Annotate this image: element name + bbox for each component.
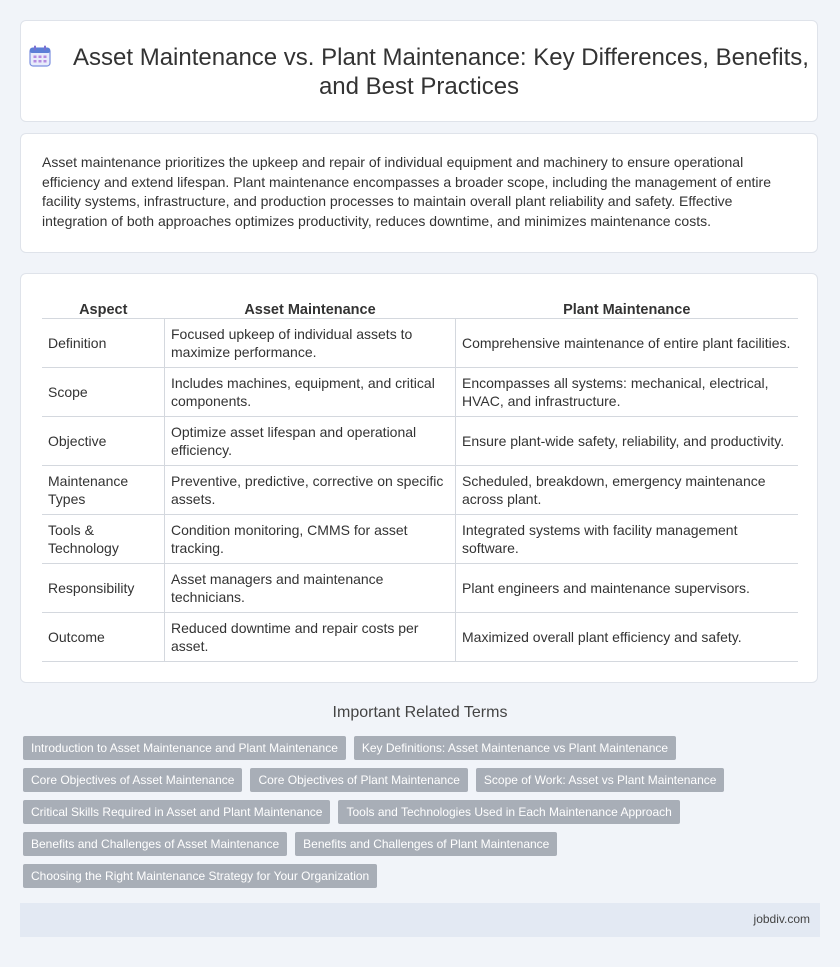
comparison-card — [20, 273, 818, 683]
asset-cell: Reduced downtime and repair costs per asset. — [165, 613, 456, 662]
related-term-link[interactable]: Tools and Technologies Used in Each Maintenance Approach — [338, 800, 679, 824]
plant-cell: Scheduled, breakdown, emergency maintenance across plant. — [456, 466, 799, 515]
comparison-table — [42, 296, 798, 662]
related-term-link[interactable]: Critical Skills Required in Asset and Plant Maintenance — [23, 800, 330, 824]
aspect-cell: Outcome — [42, 613, 165, 662]
column-header: Asset Maintenance — [165, 296, 456, 319]
related-terms-list — [23, 736, 813, 896]
aspect-cell: Objective — [42, 417, 165, 466]
related-term-link[interactable]: Choosing the Right Maintenance Strategy for Your Organization — [23, 864, 377, 888]
tag-row — [23, 832, 813, 856]
related-term-link[interactable]: Benefits and Challenges of Plant Maintenance — [295, 832, 557, 856]
aspect-cell: Definition — [42, 319, 165, 368]
asset-cell: Optimize asset lifespan and operational efficiency. — [165, 417, 456, 466]
plant-cell: Encompasses all systems: mechanical, electrical, HVAC, and infrastructure. — [456, 368, 799, 417]
related-term-link[interactable]: Benefits and Challenges of Asset Maintenance — [23, 832, 287, 856]
asset-cell: Focused upkeep of individual assets to maximize performance. — [165, 319, 456, 368]
aspect-cell: Maintenance Types — [42, 466, 165, 515]
related-terms-heading: Important Related Terms — [332, 704, 508, 721]
intro-card — [20, 133, 818, 253]
table-row — [42, 319, 798, 368]
plant-cell: Maximized overall plant efficiency and safety. — [456, 613, 799, 662]
aspect-cell: Responsibility — [42, 564, 165, 613]
table-row — [42, 564, 798, 613]
intro-text: Asset maintenance prioritizes the upkeep and repair of individual equipment and machinery to ensure operational efficiency and extend lifespan. Plant maintenance encompasses a broader scope, including the management of entire facility systems, infrastructure, and production processes to maintain overall plant reliability and safety. Effective integration of both approaches optimizes productivity, reduces downtime, and minimizes maintenance costs. — [42, 154, 771, 229]
plant-cell: Integrated systems with facility management software. — [456, 515, 799, 564]
related-term-link[interactable]: Core Objectives of Asset Maintenance — [23, 768, 242, 792]
tag-row — [23, 800, 813, 824]
asset-cell: Preventive, predictive, corrective on specific assets. — [165, 466, 456, 515]
column-header: Plant Maintenance — [456, 296, 799, 319]
footer-site-link[interactable]: jobdiv.com — [753, 912, 810, 926]
related-term-link[interactable]: Core Objectives of Plant Maintenance — [250, 768, 467, 792]
table-row — [42, 417, 798, 466]
asset-cell: Asset managers and maintenance technicians. — [165, 564, 456, 613]
table-row — [42, 368, 798, 417]
table-row — [42, 466, 798, 515]
asset-cell: Condition monitoring, CMMS for asset tracking. — [165, 515, 456, 564]
footer — [20, 903, 820, 937]
table-row — [42, 515, 798, 564]
table-header-row — [42, 296, 798, 319]
header-card — [20, 20, 818, 122]
tag-row — [23, 864, 813, 888]
plant-cell: Comprehensive maintenance of entire plant facilities. — [456, 319, 799, 368]
page-title — [21, 43, 817, 101]
related-term-link[interactable]: Scope of Work: Asset vs Plant Maintenance — [476, 768, 725, 792]
column-header: Aspect — [42, 296, 165, 319]
plant-cell: Ensure plant-wide safety, reliability, and productivity. — [456, 417, 799, 466]
tag-row — [23, 768, 813, 792]
page-title-text: Asset Maintenance vs. Plant Maintenance: Key Differences, Benefits, and Best Practices — [73, 44, 809, 100]
related-term-link[interactable]: Key Definitions: Asset Maintenance vs Plant Maintenance — [354, 736, 676, 760]
calendar-icon — [29, 45, 51, 67]
related-term-link[interactable]: Introduction to Asset Maintenance and Plant Maintenance — [23, 736, 346, 760]
table-row — [42, 613, 798, 662]
aspect-cell: Scope — [42, 368, 165, 417]
asset-cell: Includes machines, equipment, and critical components. — [165, 368, 456, 417]
tag-row — [23, 736, 813, 760]
plant-cell: Plant engineers and maintenance supervisors. — [456, 564, 799, 613]
aspect-cell: Tools & Technology — [42, 515, 165, 564]
